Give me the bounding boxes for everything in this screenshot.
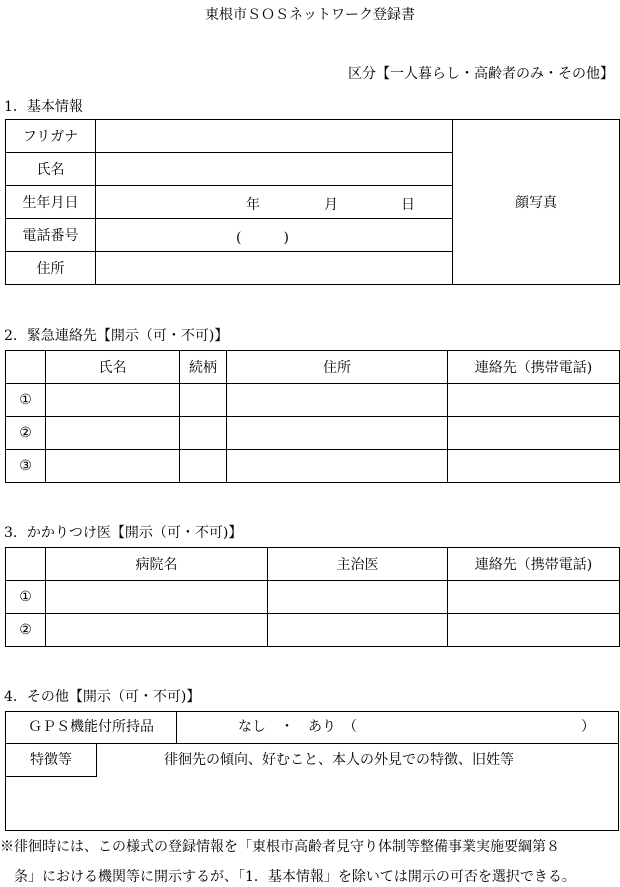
emergency-address-field[interactable] <box>227 384 448 417</box>
label-phone: 電話番号 <box>6 219 96 252</box>
emergency-header-name: 氏名 <box>46 351 180 384</box>
hospital-field[interactable] <box>46 614 268 647</box>
doctor-header-contact: 連絡先（携帯電話) <box>448 548 620 581</box>
month-label: 月 <box>324 197 338 213</box>
footnote-line2: 条」における機関等に開示するが、「1．基本情報」を除いては開示の可否を選択できる。 <box>14 869 576 885</box>
gps-label: ＧＰＳ機能付所持品 <box>6 712 177 743</box>
emergency-header-blank <box>6 351 46 384</box>
emergency-contact-field[interactable] <box>448 450 620 483</box>
row-number: ① <box>6 581 46 614</box>
table-row <box>6 417 620 450</box>
doctor-table <box>5 547 620 647</box>
footnote-line1: ※徘徊時には、この様式の登録情報を「東根市高齢者見守り体制等整備事業実施要綱第８ <box>0 839 560 855</box>
doctor-contact-field[interactable] <box>448 581 620 614</box>
day-label: 日 <box>401 197 415 213</box>
emergency-relation-field[interactable] <box>180 417 227 450</box>
page-title: 東根市ＳＯＳネットワーク登録書 <box>205 7 415 23</box>
emergency-relation-field[interactable] <box>180 384 227 417</box>
label-birthdate: 生年月日 <box>6 186 96 219</box>
emergency-contact-field[interactable] <box>448 384 620 417</box>
doctor-header-hospital: 病院名 <box>46 548 268 581</box>
name-field[interactable] <box>96 153 453 186</box>
emergency-name-field[interactable] <box>46 384 180 417</box>
doctor-contact-field[interactable] <box>448 614 620 647</box>
emergency-header-address: 住所 <box>227 351 448 384</box>
row-number: ① <box>6 384 46 417</box>
basic-info-table <box>5 119 620 285</box>
section2-heading: 2．緊急連絡先【開示（可・不可)】 <box>4 328 229 344</box>
phone-field[interactable] <box>96 219 453 252</box>
emergency-contact-table <box>5 350 620 483</box>
table-row <box>6 384 620 417</box>
doctor-header-blank <box>6 548 46 581</box>
hospital-field[interactable] <box>46 581 268 614</box>
emergency-name-field[interactable] <box>46 450 180 483</box>
emergency-header-contact: 連絡先（携帯電話) <box>448 351 620 384</box>
physician-field[interactable] <box>268 614 448 647</box>
category-label: 区分【一人暮らし・高齢者のみ・その他】 <box>348 66 614 82</box>
emergency-header-relation: 続柄 <box>180 351 227 384</box>
physician-field[interactable] <box>268 581 448 614</box>
table-row <box>6 614 620 647</box>
other-info-box <box>5 711 619 831</box>
label-address: 住所 <box>6 252 96 285</box>
emergency-address-field[interactable] <box>227 450 448 483</box>
furigana-field[interactable] <box>96 120 453 153</box>
feature-hint: 徘徊先の傾向、好むこと、本人の外見での特徴、旧姓等 <box>164 752 514 768</box>
table-row <box>6 450 620 483</box>
label-name: 氏名 <box>6 153 96 186</box>
feature-label: 特徴等 <box>6 744 97 777</box>
emergency-name-field[interactable] <box>46 417 180 450</box>
section1-heading: 1．基本情報 <box>4 99 83 115</box>
gps-value[interactable]: なし ・ あり （ ） <box>238 719 595 735</box>
emergency-contact-field[interactable] <box>448 417 620 450</box>
photo-box: 顔写真 <box>453 120 620 285</box>
section4-heading: 4．その他【開示（可・不可)】 <box>4 689 201 705</box>
table-row <box>6 581 620 614</box>
year-label: 年 <box>246 197 260 213</box>
address-field[interactable] <box>96 252 453 285</box>
row-number: ② <box>6 417 46 450</box>
phone-parens: ( ) <box>236 230 289 246</box>
label-furigana: フリガナ <box>6 120 96 153</box>
emergency-relation-field[interactable] <box>180 450 227 483</box>
section3-heading: 3．かかりつけ医【開示（可・不可)】 <box>4 525 243 541</box>
row-number: ② <box>6 614 46 647</box>
row-number: ③ <box>6 450 46 483</box>
birthdate-field[interactable] <box>96 186 453 219</box>
doctor-header-physician: 主治医 <box>268 548 448 581</box>
emergency-address-field[interactable] <box>227 417 448 450</box>
